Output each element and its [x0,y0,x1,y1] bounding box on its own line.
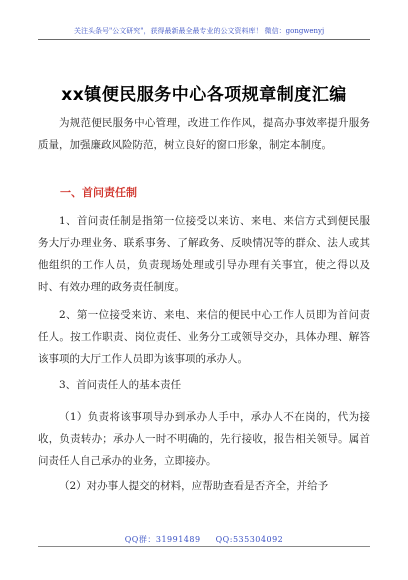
section-heading: 一、首问责任制 [60,186,137,199]
paragraph-4: （1）负责将该事项导办到承办人手中，承办人不在岗的，代为接收，负责转办；承办人一时不明确的，先行接收，报告相关领导。属首问责任人自己承办的业务，立即接办。 [38,411,370,467]
footer-divider [38,546,370,547]
header-divider [38,39,370,40]
intro-paragraph: 为规范便民服务中心管理，改进工作作风，提高办事效率提升服务质量，加强廉政风险防范，树立良好的窗口形象，制定本制度。 [38,117,370,151]
paragraph-3: 3、首问责任人的基本责任 [59,379,182,391]
paragraph-1: 1、首问责任制是指第一位接受以来访、来电、来信方式到便民服务大厅办理业务、联系事务、了解政务、反映情况等的群众、法人或其他组织的工作人员，负责现场处理或引导办理有关事宜，使之得以及时、有效办理的政务责任制度。 [38,215,370,293]
qq-number: QQ:535304092 [215,535,284,544]
footer-contact [0,534,408,545]
qq-group: QQ群：31991489 [124,535,201,544]
document-title: xx镇便民服务中心各项规章制度汇编 [61,85,347,105]
header-note: 关注头条号"公文研究"，获得最新最全最专业的公文资料库！ 微信：gongwenyj [74,27,325,35]
paragraph-2: 2、第一位接受来访、来电、来信的便民中心工作人员即为首问责任人。按工作职责、岗位责任、业务分工或领导交办，具体办理、解答该事项的大厅工作人员即为该事项的承办人。 [38,309,370,365]
paragraph-5: （2）对办事人提交的材料，应帮助查看是否齐全，并给予 [59,480,329,492]
